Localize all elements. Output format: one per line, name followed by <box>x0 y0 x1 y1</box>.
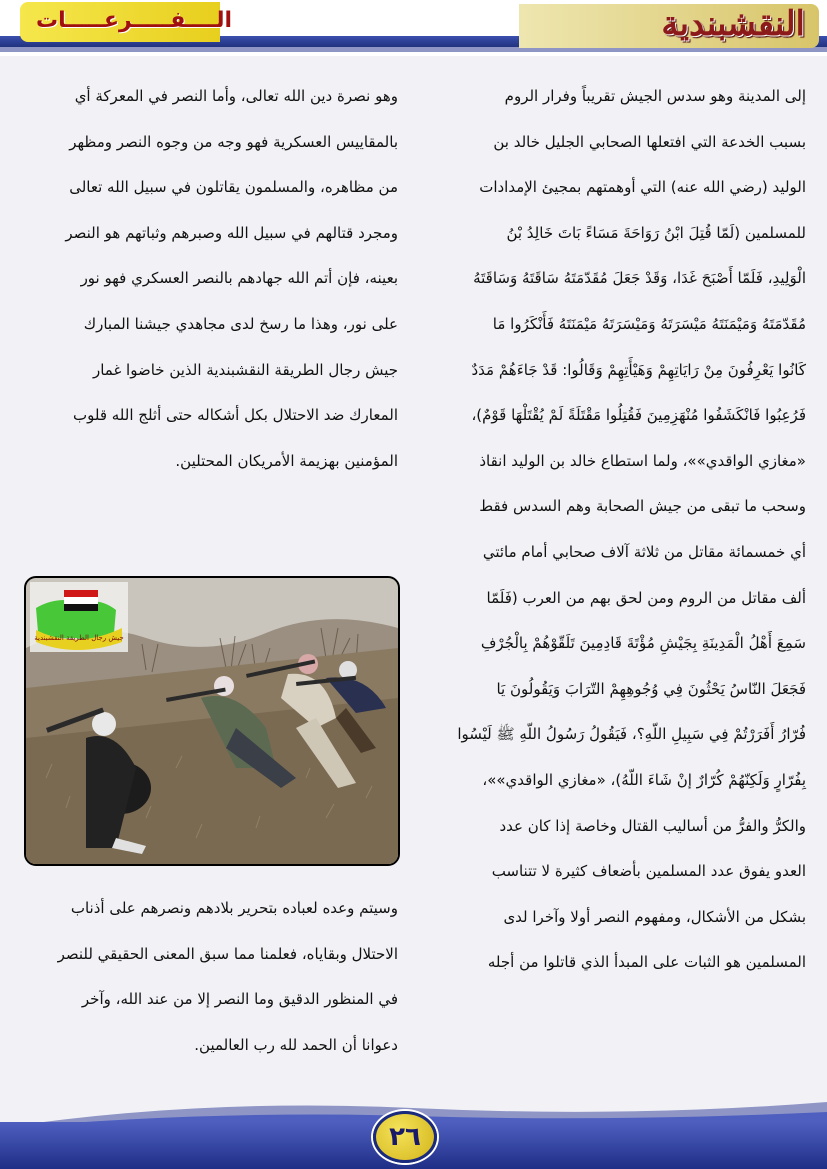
text-line: بِفُرّارٍ وَلَكِنّهُمْ كُرّارٌ إنْ شَاءَ اللّهُ)، «مغازي الواقدي»»، <box>482 770 806 789</box>
text-line: بسبب الخدعة التي افتعلها الصحابي الجليل خالد بن <box>493 132 806 151</box>
text-line: للمسلمين (لَمّا قُتِلَ ابْنُ رَوَاحَةَ مَسَاءً بَاتَ خَالِدُ بْنُ <box>506 223 806 242</box>
text-line: إلى المدينة وهو سدس الجيش تقريباً وفرار الروم <box>504 87 806 105</box>
text-line: المؤمنين بهزيمة الأمريكان المحتلين. <box>175 451 398 470</box>
text-line: فَجَعَلَ النّاسُ يَحْثُونَ فِي وُجُوهِهِمْ التّرَابَ وَيَقُولُونَ يَا <box>496 679 806 698</box>
fighters-photo <box>24 576 400 866</box>
text-line: بشكل من الأشكال، ومفهوم النصر أولا وآخرا لدى <box>503 907 806 926</box>
text-line: المعارك ضد الاحتلال بكل أشكاله حتى أثلج الله قلوب <box>72 406 398 425</box>
text-line: وسحب ما تبقى من جيش الصحابة وهم السدس فقط <box>479 497 806 516</box>
page-number-badge <box>373 1111 437 1163</box>
text-line: دعوانا أن الحمد لله رب العالمين. <box>194 1035 398 1054</box>
page-header <box>0 0 827 56</box>
left-text-column-top <box>24 74 398 484</box>
text-line: بالمقاييس العسكرية فهو وجه من وجوه النصر ومظهر <box>69 132 398 151</box>
text-line: ومجرد قتالهم في سبيل الله وصبرهم وثباتهم هو النصر <box>65 223 398 242</box>
logo-caption: جيش رجال الطريقة النقشبندية <box>34 634 124 642</box>
text-line: فَرُعِبُوا فَانْكَشَفُوا مُنْهَزِمِينَ فَقُتِلُوا مَقْتَلَةً لَمْ يُقْتَلْهَا قَوْمٌ)، <box>471 406 806 425</box>
text-line: الاحتلال وبقاياه، فعلمنا مما سبق المعنى الحقيقي للنصر <box>57 944 398 963</box>
text-line: فُرّارُ أَفَرَرْتُمْ فِي سَبِيلِ اللّهِ؟، فَيَقُولُ رَسُولُ اللّهِ ﷺ لَيْسُوا <box>457 725 806 744</box>
text-line: أي خمسمائة مقاتل من ثلاثة آلاف صحابي أمام مائتي <box>482 542 806 561</box>
text-line: «مغازي الواقدي»»، ولما استطاع خالد بن الوليد انقاذ <box>479 451 806 470</box>
text-line: والكرُّ والفرُّ من أساليب القتال وخاصة إذا كان عدد <box>499 816 806 835</box>
text-line: مُقَدّمَتَهُ وَمَيْمَنَتَهُ مَيْسَرَتَهُ وَمَيْسَرَتَهُ مَيْمَنَتَهُ فَأَنْكَرُوا مَا <box>492 314 806 333</box>
text-line: وسيتم وعده لعباده بتحرير بلادهم ونصرهم على أذناب <box>70 899 398 917</box>
text-line: وهو نصرة دين الله تعالى، وأما النصر في المعركة أي <box>74 87 398 105</box>
text-line: كَانُوا يَعْرِفُونَ مِنْ رَايَاتِهِمْ وَهَيْأَتِهِمْ وَقَالُوا: قَدْ جَاءَهُمْ مَدَدٌ <box>471 360 806 379</box>
logo-inset <box>30 582 128 652</box>
text-line: جيش رجال الطريقة النقشبندية الذين خاضوا غمار <box>92 360 398 379</box>
text-line: على نور، وهذا ما رسخ لدى مجاهدي جيشنا المبارك <box>83 314 398 333</box>
text-line: العدو يفوق عدد المسلمين بأضعاف كثيرة لا تتناسب <box>491 862 806 881</box>
section-title: الــــفـــــرعـــــات <box>36 8 232 33</box>
text-line: في المنظور الدقيق وما النصر إلا من عند الله، وآخر <box>81 990 398 1009</box>
photo-illustration <box>26 578 398 864</box>
text-line: الْوَلِيدِ، فَلَمّا أَصْبَحَ غَدَا، وَقَدْ جَعَلَ مُقَدّمَتَهُ سَاقَتَهُ وَسَاقَتَهُ <box>473 269 806 288</box>
text-line: من مظاهره، والمسلمون يقاتلون في سبيل الله تعالى <box>69 178 398 197</box>
right-text-column <box>432 74 806 986</box>
magazine-title: النقشبندية <box>661 4 805 44</box>
text-line: بعينه، فإن أتم الله جهادهم بالنصر العسكري فهو نور <box>80 269 398 288</box>
text-line: سَمِعَ أَهْلُ الْمَدِينَةِ بِجَيْشِ مُؤْتَةَ قَادِمِينَ تَلَقّوْهُمْ بِالْجُرْفِ <box>480 634 806 653</box>
left-text-column-bottom <box>24 886 398 1068</box>
text-line: ألف مقاتل من الروم ومن لحق بهم من العرب (فَلَمّا <box>486 588 806 607</box>
text-line: المسلمين هو الثبات على المبدأ الذي قاتلوا من أجله <box>487 953 806 972</box>
page-number: ٢٦ <box>389 1122 421 1152</box>
text-line: الوليد (رضي الله عنه) التي أوهمتهم بمجيئ الإمدادات <box>479 178 806 197</box>
